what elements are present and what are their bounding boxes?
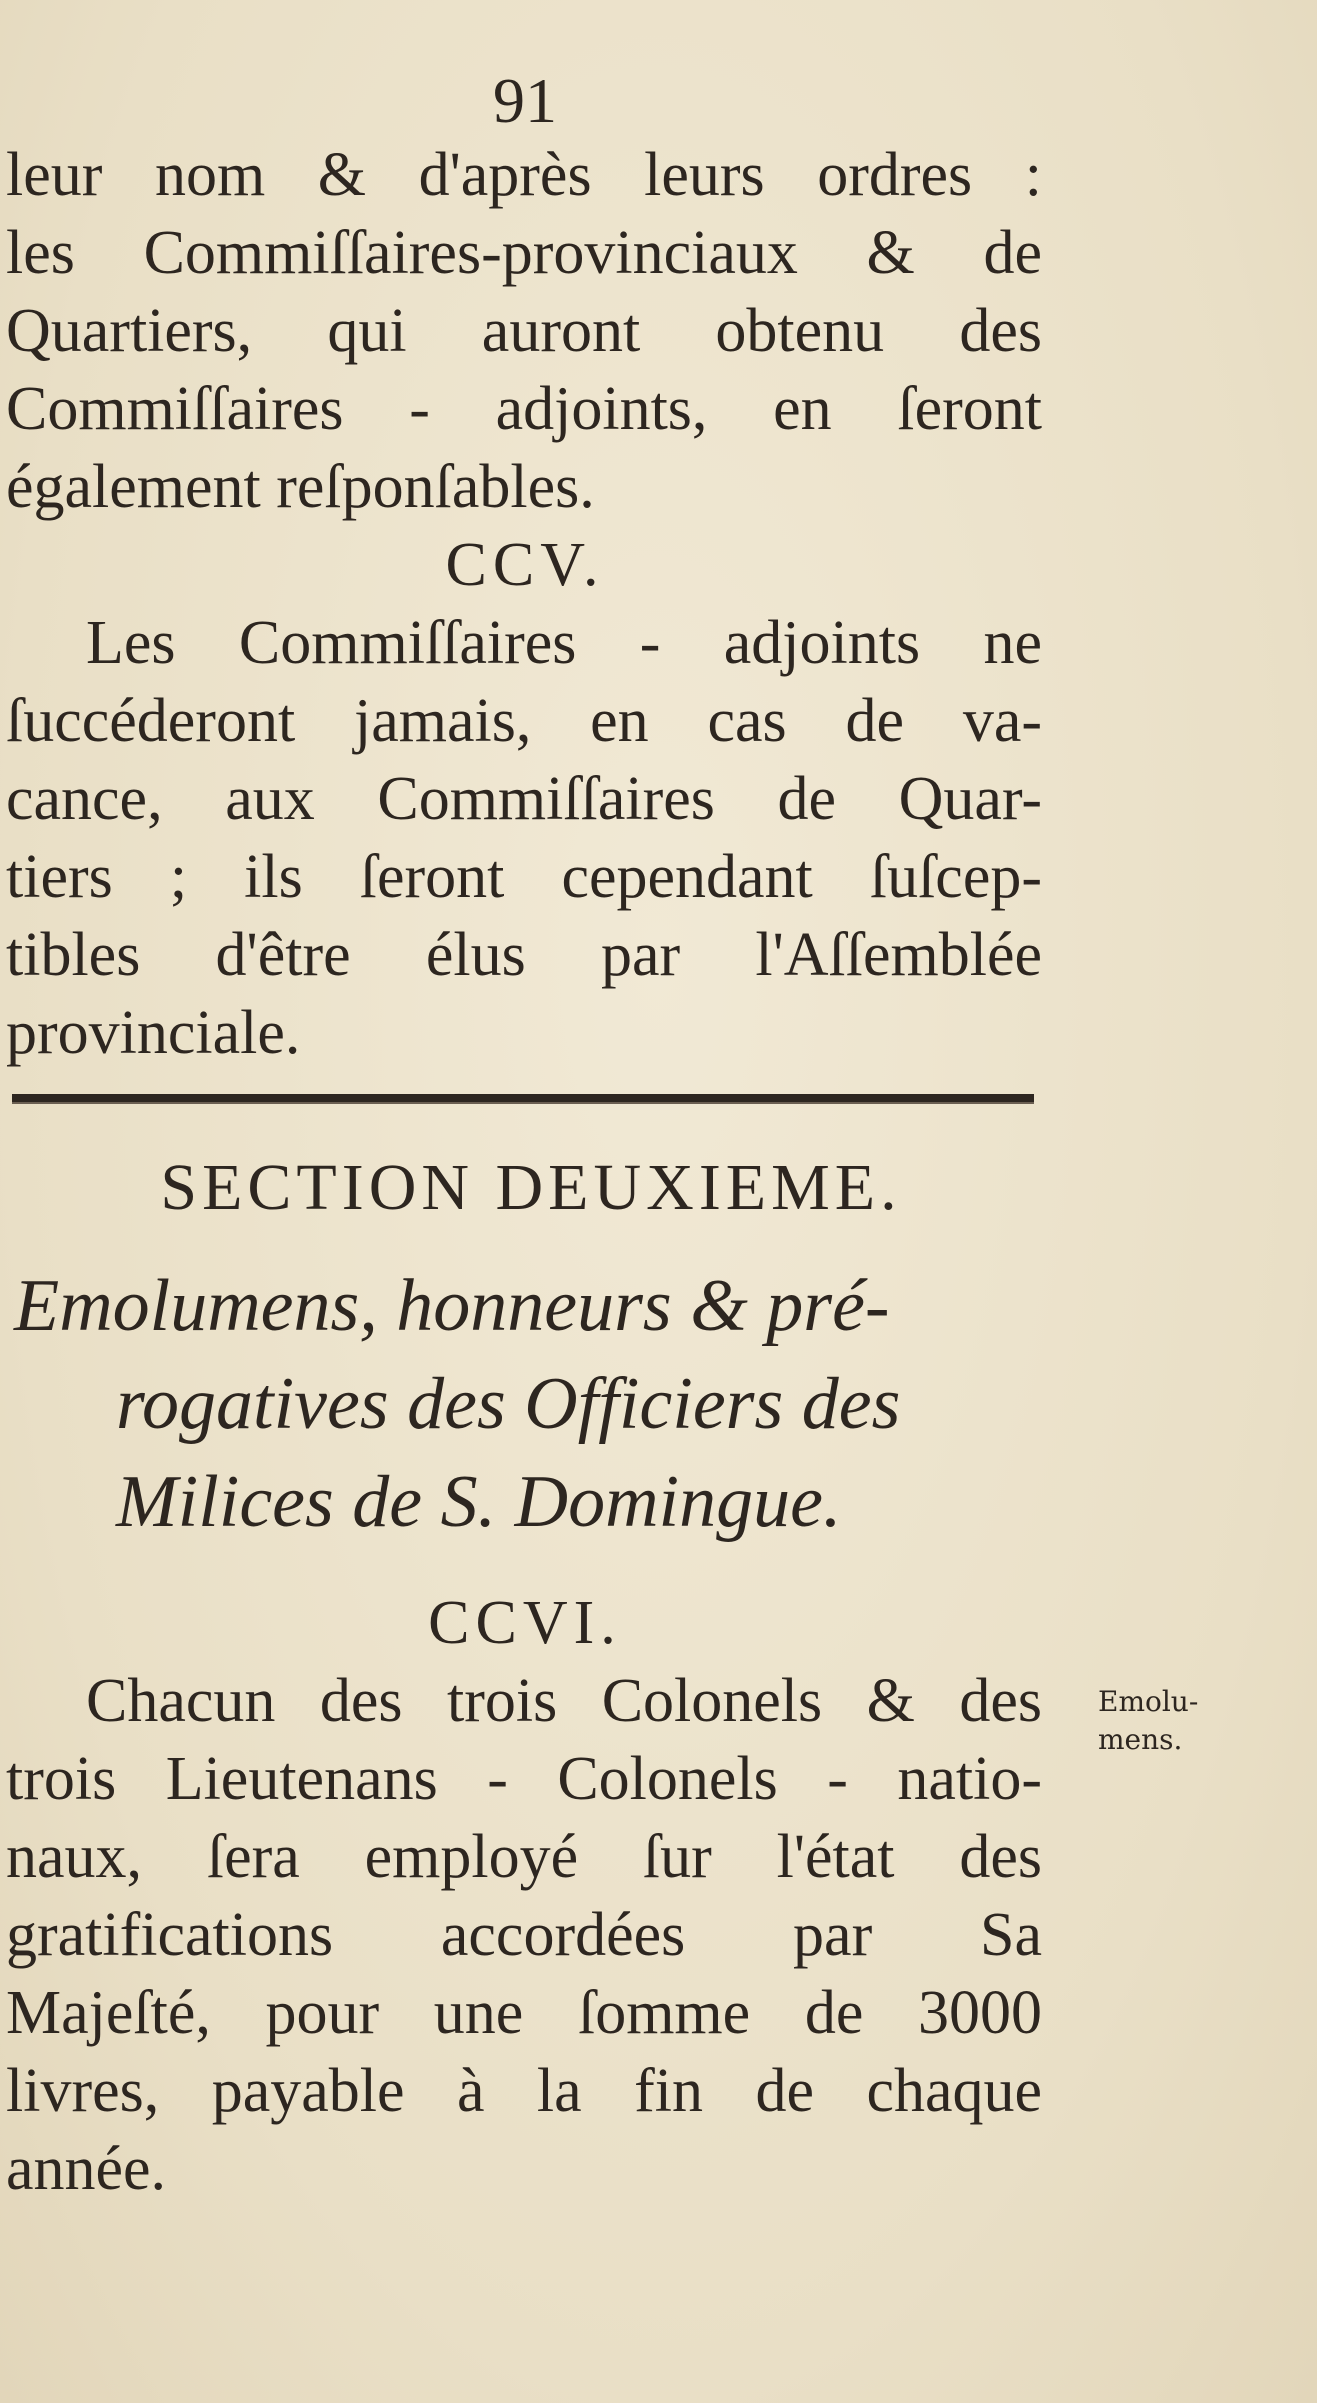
text-line: Majeſté, pour une ſomme de 3000 [6,1979,1042,2047]
margin-note-line: mens. [1098,1723,1183,1756]
text-line: provinciale. [6,999,301,1067]
page-number: 91 [493,65,557,136]
subtitle-line: Emolumens, honneurs & pré- [14,1265,890,1347]
text-line: cance, aux Commiſſaires de Quar- [6,765,1042,833]
text-line: Commiſſaires - adjoints, en ſeront [6,375,1042,443]
text-line: naux, ſera employé ſur l'état des [6,1823,1042,1891]
text-line: Quartiers, qui auront obtenu des [6,297,1042,365]
article-heading: CCV. [445,531,605,599]
text-line: trois Lieutenans - Colonels - natio- [6,1745,1042,1813]
text-line: année. [6,2135,167,2203]
article-heading: CCVI. [428,1589,622,1657]
text-line: également reſponſables. [6,453,595,521]
subtitle-line: rogatives des Officiers des [116,1363,901,1445]
text-line: Les Commiſſaires - adjoints ne [86,609,1042,677]
text-line: leur nom & d'après leurs ordres : [6,141,1042,209]
subtitle-line: Milices de S. Domingue. [116,1461,842,1543]
text-line: livres, payable à la fin de chaque [6,2057,1042,2125]
section-divider [12,1094,1034,1104]
text-line: ſuccéderont jamais, en cas de va- [6,687,1042,755]
text-line: tiers ; ils ſeront cependant ſuſcep- [6,843,1042,911]
text-line: les Commiſſaires-provinciaux & de [6,219,1042,287]
text-line: tibles d'être élus par l'Aſſemblée [6,921,1042,989]
section-title: SECTION DEUXIEME. [160,1151,902,1224]
margin-note-line: Emolu- [1098,1685,1199,1718]
text-line: gratifications accordées par Sa [6,1901,1042,1969]
text-line: Chacun des trois Colonels & des [86,1667,1042,1735]
